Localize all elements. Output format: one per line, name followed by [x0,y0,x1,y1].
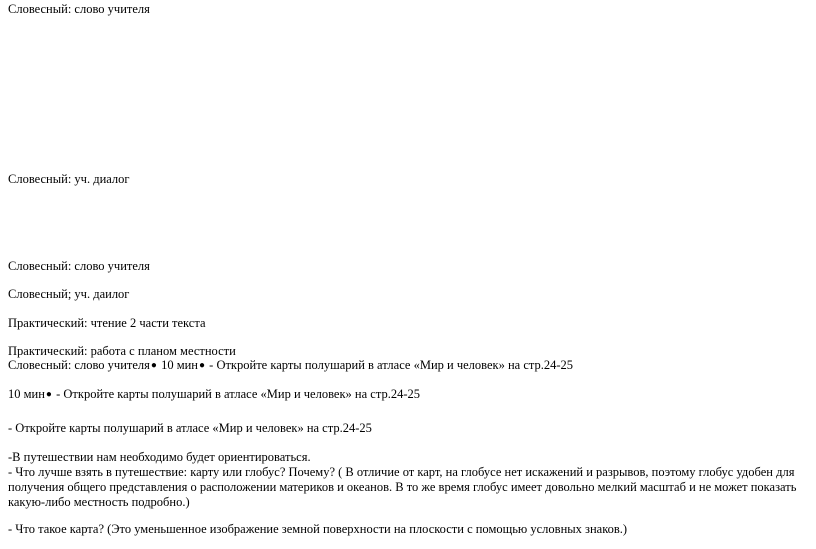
method-line-dialog-1: Словесный: уч. диалог [8,172,130,186]
paragraph-line: -В путешествии нам необходимо будет ориентироваться. [8,450,311,464]
overlap-task-text: - Откройте карты полушарий в атласе «Мир и человек» на стр.24-25 [209,358,574,372]
paragraph-line: получения общего представления о расположении материков и океанов. В то же время глобус имеет довольно мелкий масштаб и не может показать [8,480,797,494]
time-text: 10 мин [8,387,45,401]
paragraph-line: какую-либо местность подробно.) [8,495,190,509]
overlap-time-text: 10 мин [161,358,198,372]
overlap-method-text: Словесный: слово учителя [8,358,150,372]
teacher-dialog-paragraph [8,450,808,510]
time-task-line [8,387,420,403]
method-line-plan-work: Практический: работа с планом местности [8,344,236,358]
bullet-icon: ● [198,360,206,371]
map-definition-line: - Что такое карта? (Это уменьшенное изображение земной поверхности на плоскости с помощью условных знаков.) [8,522,628,536]
method-line-teacher-word-2: Словесный: слово учителя [8,259,150,273]
method-line-teacher-word-1: Словесный: слово учителя [8,2,150,16]
method-line-dialog-2: Словесный; уч. даилог [8,287,130,301]
paragraph-line: - Что лучше взять в путешествие: карту или глобус? Почему? ( В отличие от карт, на глобусе нет искажений и разрывов, поэтому глобус удобен для [8,465,795,479]
bullet-icon: ● [150,360,157,371]
task-line: - Откройте карты полушарий в атласе «Мир и человек» на стр.24-25 [8,421,372,435]
method-line-reading: Практический: чтение 2 части текста [8,316,206,330]
task-text: - Откройте карты полушарий в атласе «Мир и человек» на стр.24-25 [56,387,420,401]
bullet-icon: ● [45,389,52,400]
overlapping-line [8,358,573,374]
